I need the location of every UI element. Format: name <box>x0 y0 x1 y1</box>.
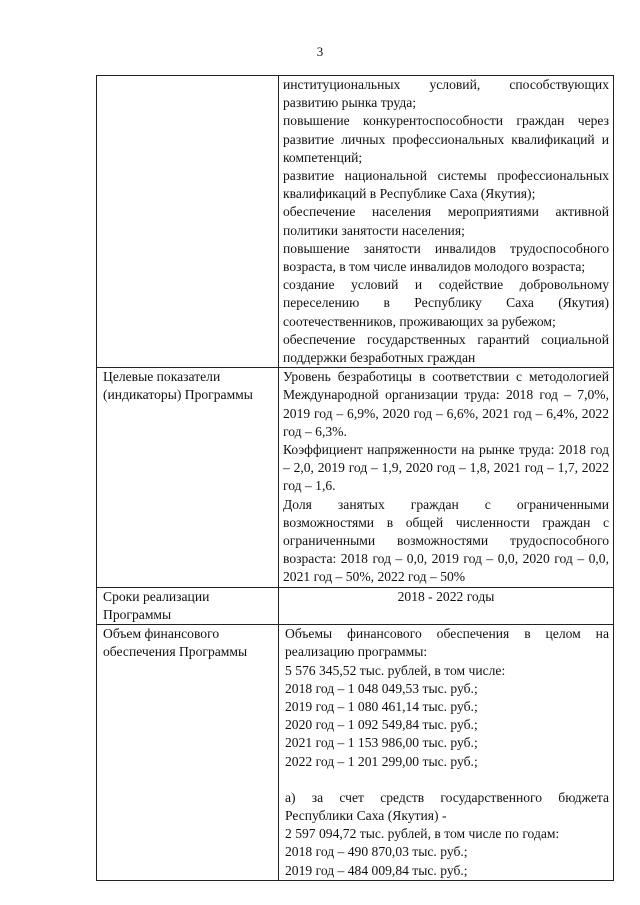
task-item: повышение занятости инвалидов трудоспособного возраста, в том числе инвалидов молодого возраста; <box>283 240 609 275</box>
finance-year: 2022 год – 1 201 299,00 тыс. руб.; <box>285 753 478 769</box>
task-item: обеспечение государственных гарантий социальной поддержки безработных граждан <box>283 331 609 366</box>
indicator-item: Коэффициент напряженности на рынке труда: 2018 год – 2,0, 2019 год – 1,9, 2020 год – 1,8, 2021 год – 1,7, 2022 год – 1,6. <box>283 442 609 494</box>
table-row-terms <box>97 587 614 624</box>
task-item: создание условий и содействие добровольному переселению в Республику Саха (Якутия) соотечественников, проживающих за рубежом; <box>283 277 609 329</box>
terms-value: 2018 - 2022 годы <box>397 588 495 604</box>
finance-total: 5 576 345,52 тыс. рублей, в том числе: <box>285 662 506 678</box>
row-label-indicators: Целевые показатели (индикаторы) Программы <box>97 368 279 587</box>
task-item: обеспечение населения мероприятиями активной политики занятости населения; <box>283 204 609 238</box>
row-label-tasks <box>97 76 279 368</box>
row-label-terms: Сроки реализации Программы <box>97 587 279 624</box>
row-value-finance <box>279 625 614 881</box>
indicator-item: Доля занятых граждан с ограниченными возможностями в общей численности граждан с ограниченными возможностями трудоспособного возраста: 2018 год – 0,0, 2019 год – 0,0, 2020 год – 0,0, 2021 год – 50%, 2022 год – 50% <box>283 496 609 585</box>
finance-year: 2019 год – 1 080 461,14 тыс. руб.; <box>285 698 478 714</box>
indicator-item: Уровень безработицы в соответствии с методологией Международной организации труда: 2018 год – 7,0%, 2019 год – 6,9%, 2020 год – 6,6%, 2021 год – 6,4%, 2022 год – 6,3%. <box>283 369 609 439</box>
finance-state-year: 2019 год – 484 009,84 тыс. руб.; <box>285 862 468 878</box>
row-label-finance: Объем финансового обеспечения Программы <box>97 625 279 881</box>
task-item: развитие национальной системы профессиональных квалификаций в Республике Саха (Якутия); <box>283 168 609 202</box>
table-row-indicators <box>97 368 614 587</box>
spacer <box>283 771 609 789</box>
table-row-finance <box>97 625 614 881</box>
finance-intro: Объемы финансового обеспечения в целом на реализацию программы: <box>285 626 609 660</box>
finance-year: 2020 год – 1 092 549,84 тыс. руб.; <box>285 717 478 733</box>
finance-state-total: 2 597 094,72 тыс. рублей, в том числе по годам: <box>285 826 560 842</box>
finance-state-budget: а) за счет средств государственного бюджета Республики Саха (Якутия) - <box>285 789 609 823</box>
program-passport-table <box>96 75 614 881</box>
task-item: повышение конкурентоспособности граждан через развитие личных профессиональных квалификаций и компетенций; <box>283 113 609 165</box>
finance-state-year: 2018 год – 490 870,03 тыс. руб.; <box>285 844 468 860</box>
row-value-indicators <box>279 368 614 587</box>
page-number: 3 <box>316 44 324 59</box>
task-item: институциональных условий, способствующих развитию рынка труда; <box>283 77 609 111</box>
table-row-tasks <box>97 76 614 368</box>
finance-year: 2021 год – 1 153 986,00 тыс. руб.; <box>285 735 478 751</box>
row-value-terms <box>279 587 614 624</box>
row-value-tasks <box>279 76 614 368</box>
finance-year: 2018 год – 1 048 049,53 тыс. руб.; <box>285 680 478 696</box>
